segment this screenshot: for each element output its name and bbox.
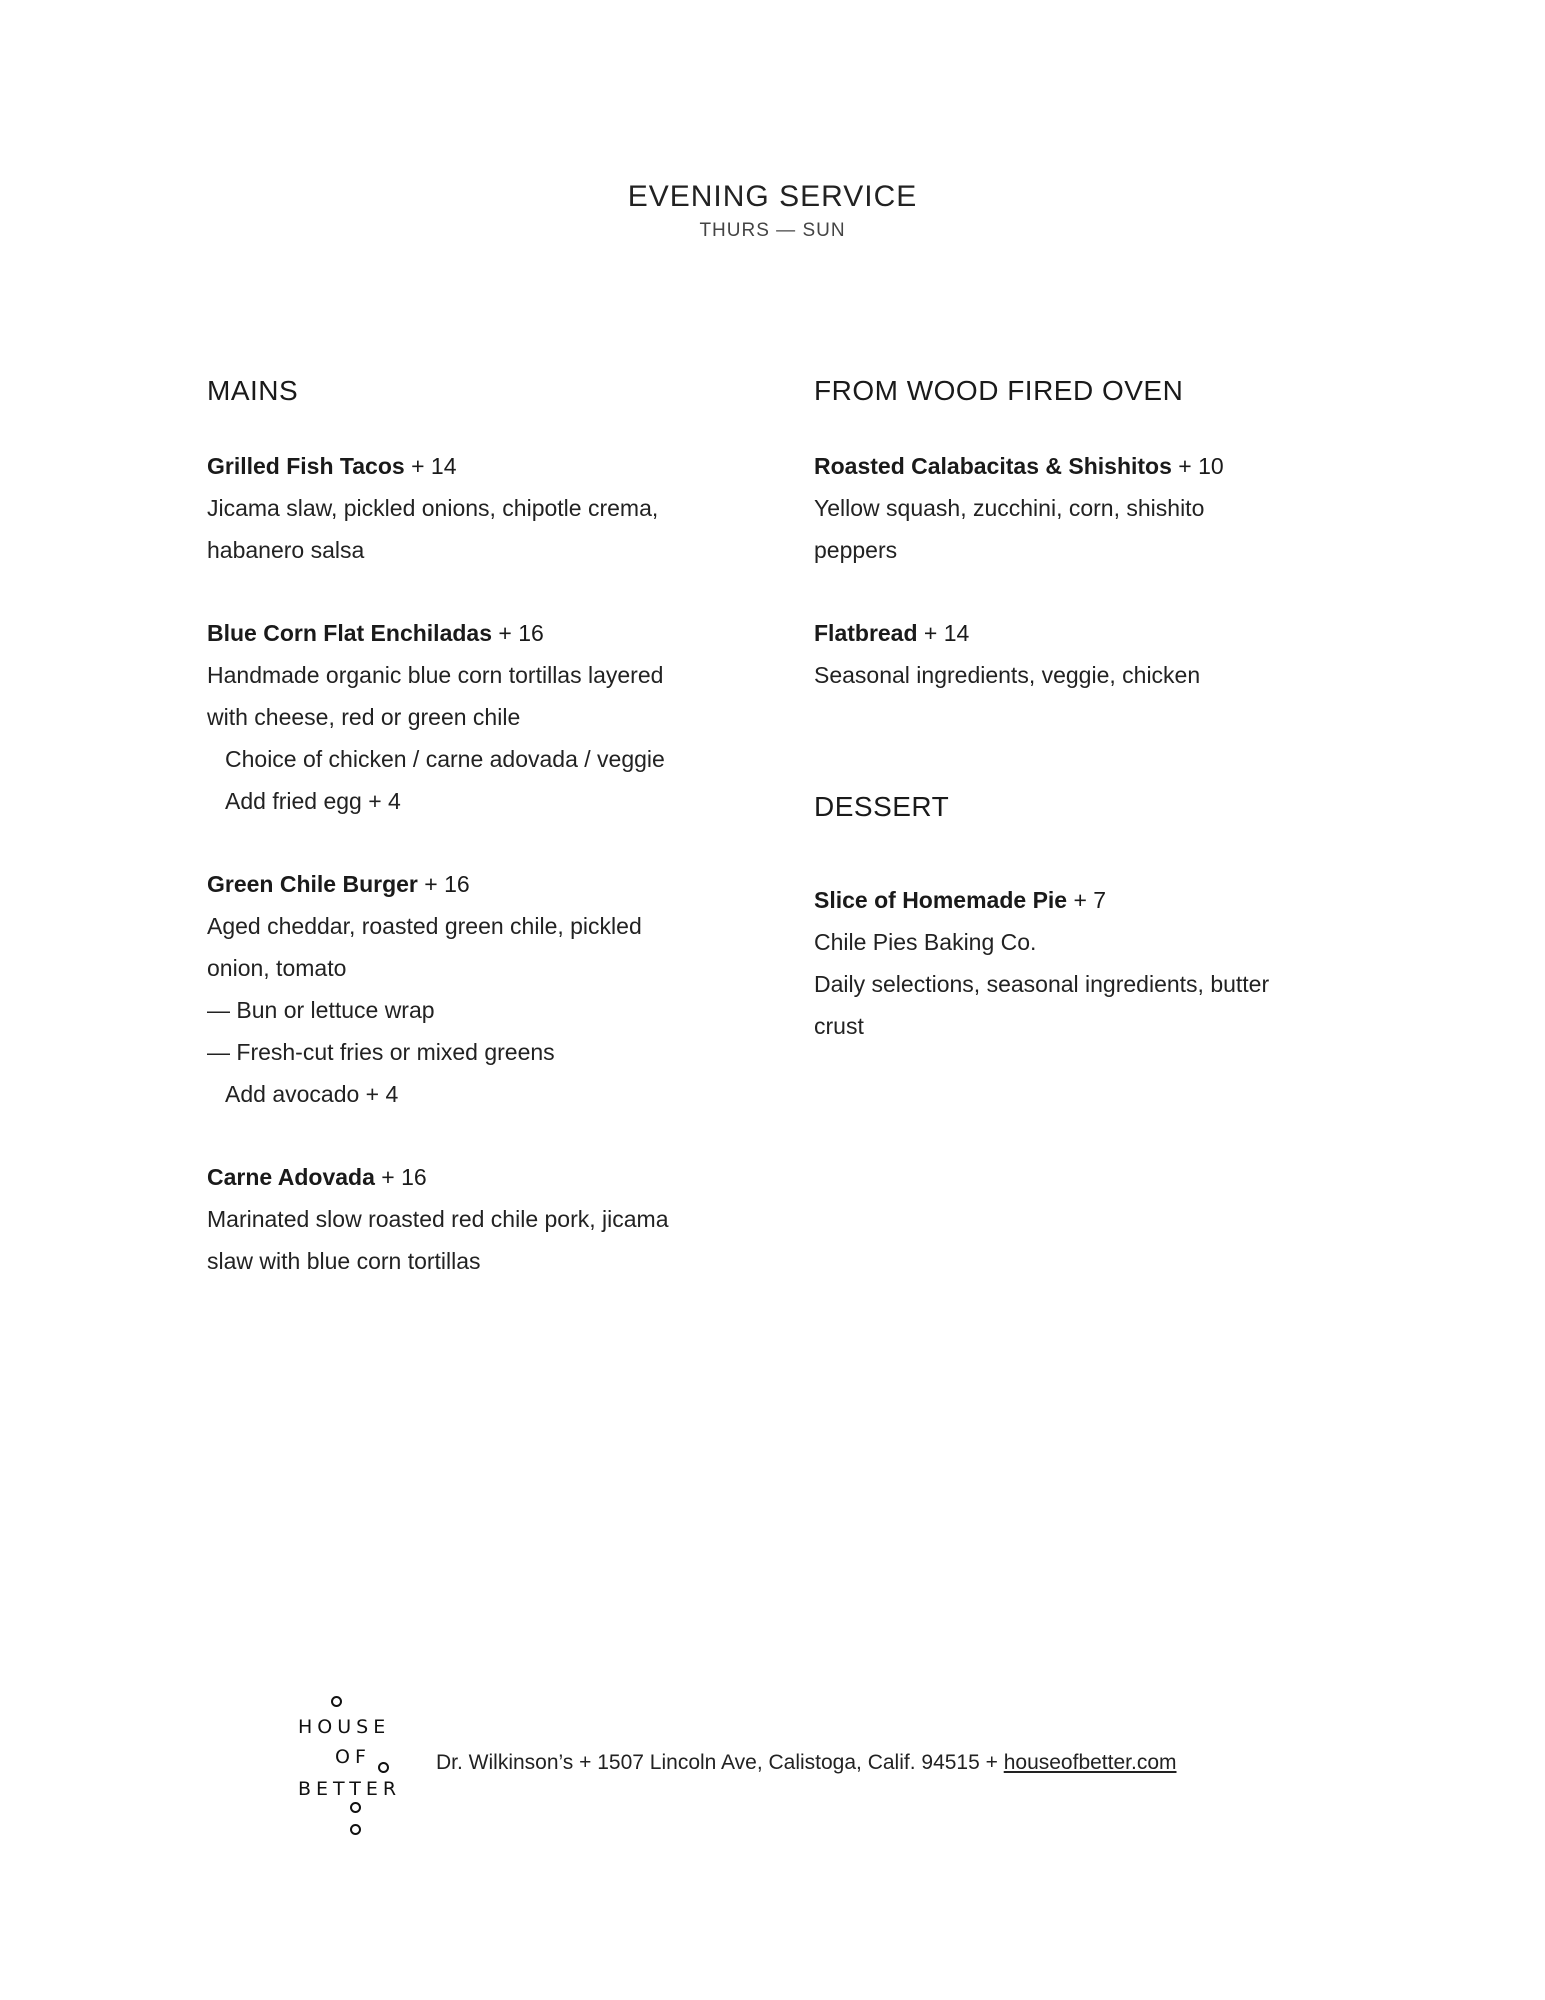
item-description: Chile Pies Baking Co. xyxy=(814,929,1037,955)
house-of-better-logo xyxy=(298,1694,416,1840)
section-title-mains: MAINS xyxy=(207,375,299,406)
logo-dot-icon xyxy=(378,1762,389,1773)
item-description: habanero salsa xyxy=(207,537,365,563)
menu-item-homemade-pie xyxy=(814,879,1374,1047)
item-description: peppers xyxy=(814,537,898,563)
menu-item-flatbread xyxy=(814,612,1374,696)
footer-address xyxy=(436,1751,1177,1775)
logo-dot-icon xyxy=(350,1824,361,1835)
logo-dot-icon xyxy=(331,1696,342,1707)
item-price: + 7 xyxy=(1067,887,1107,913)
item-description: slaw with blue corn tortillas xyxy=(207,1248,481,1274)
item-description: onion, tomato xyxy=(207,955,347,981)
item-description: Aged cheddar, roasted green chile, pickled xyxy=(207,913,642,939)
logo-dot-icon xyxy=(350,1802,361,1813)
item-price: + 10 xyxy=(1171,453,1224,479)
mains-column xyxy=(207,375,767,1323)
item-price: + 14 xyxy=(404,453,457,479)
item-price: + 16 xyxy=(374,1164,427,1190)
footer xyxy=(298,1694,1177,1840)
item-option: Add avocado + 4 xyxy=(225,1081,399,1107)
item-name: Carne Adovada xyxy=(207,1164,375,1190)
item-name: Flatbread xyxy=(814,620,918,646)
item-description: Daily selections, seasonal ingredients, butter xyxy=(814,971,1270,997)
logo-word-better: BETTER xyxy=(298,1778,402,1800)
item-description: Seasonal ingredients, veggie, chicken xyxy=(814,662,1201,688)
menu-item-blue-corn-flat-enchiladas xyxy=(207,612,767,822)
address-text: Dr. Wilkinson’s + 1507 Lincoln Ave, Calistoga, Calif. 94515 + xyxy=(436,1751,1004,1774)
item-name: Green Chile Burger xyxy=(207,871,418,897)
website-link[interactable]: houseofbetter.com xyxy=(1003,1751,1177,1774)
item-description: — Bun or lettuce wrap xyxy=(207,997,435,1023)
item-description: — Fresh-cut fries or mixed greens xyxy=(207,1039,555,1065)
item-price: + 14 xyxy=(917,620,970,646)
item-name: Roasted Calabacitas & Shishitos xyxy=(814,453,1172,479)
item-description: crust xyxy=(814,1013,864,1039)
menu-item-green-chile-burger xyxy=(207,863,767,1115)
section-title-wood-fired: FROM WOOD FIRED OVEN xyxy=(814,375,1184,406)
menu-header xyxy=(0,180,1545,242)
menu-item-carne-adovada xyxy=(207,1156,767,1282)
item-option: Choice of chicken / carne adovada / veggie xyxy=(225,746,665,772)
section-title-dessert: DESSERT xyxy=(814,791,950,822)
logo-word-of: OF xyxy=(335,1746,371,1768)
item-name: Blue Corn Flat Enchiladas xyxy=(207,620,492,646)
dessert-section xyxy=(814,791,1374,1047)
menu-item-roasted-calabacitas xyxy=(814,445,1374,571)
menu-subtitle: THURS — SUN xyxy=(699,220,846,241)
menu-item-grilled-fish-tacos xyxy=(207,445,767,571)
item-description: Yellow squash, zucchini, corn, shishito xyxy=(814,495,1205,521)
item-description: with cheese, red or green chile xyxy=(207,704,521,730)
item-price: + 16 xyxy=(417,871,470,897)
right-column xyxy=(814,375,1374,1088)
item-description: Marinated slow roasted red chile pork, jicama xyxy=(207,1206,669,1232)
menu-title: EVENING SERVICE xyxy=(627,180,918,213)
logo-word-house: HOUSE xyxy=(298,1716,391,1738)
item-option: Add fried egg + 4 xyxy=(225,788,401,814)
item-name: Grilled Fish Tacos xyxy=(207,453,405,479)
item-description: Handmade organic blue corn tortillas layered xyxy=(207,662,664,688)
item-description: Jicama slaw, pickled onions, chipotle crema, xyxy=(207,495,659,521)
item-price: + 16 xyxy=(492,620,544,646)
item-name: Slice of Homemade Pie xyxy=(814,887,1068,913)
